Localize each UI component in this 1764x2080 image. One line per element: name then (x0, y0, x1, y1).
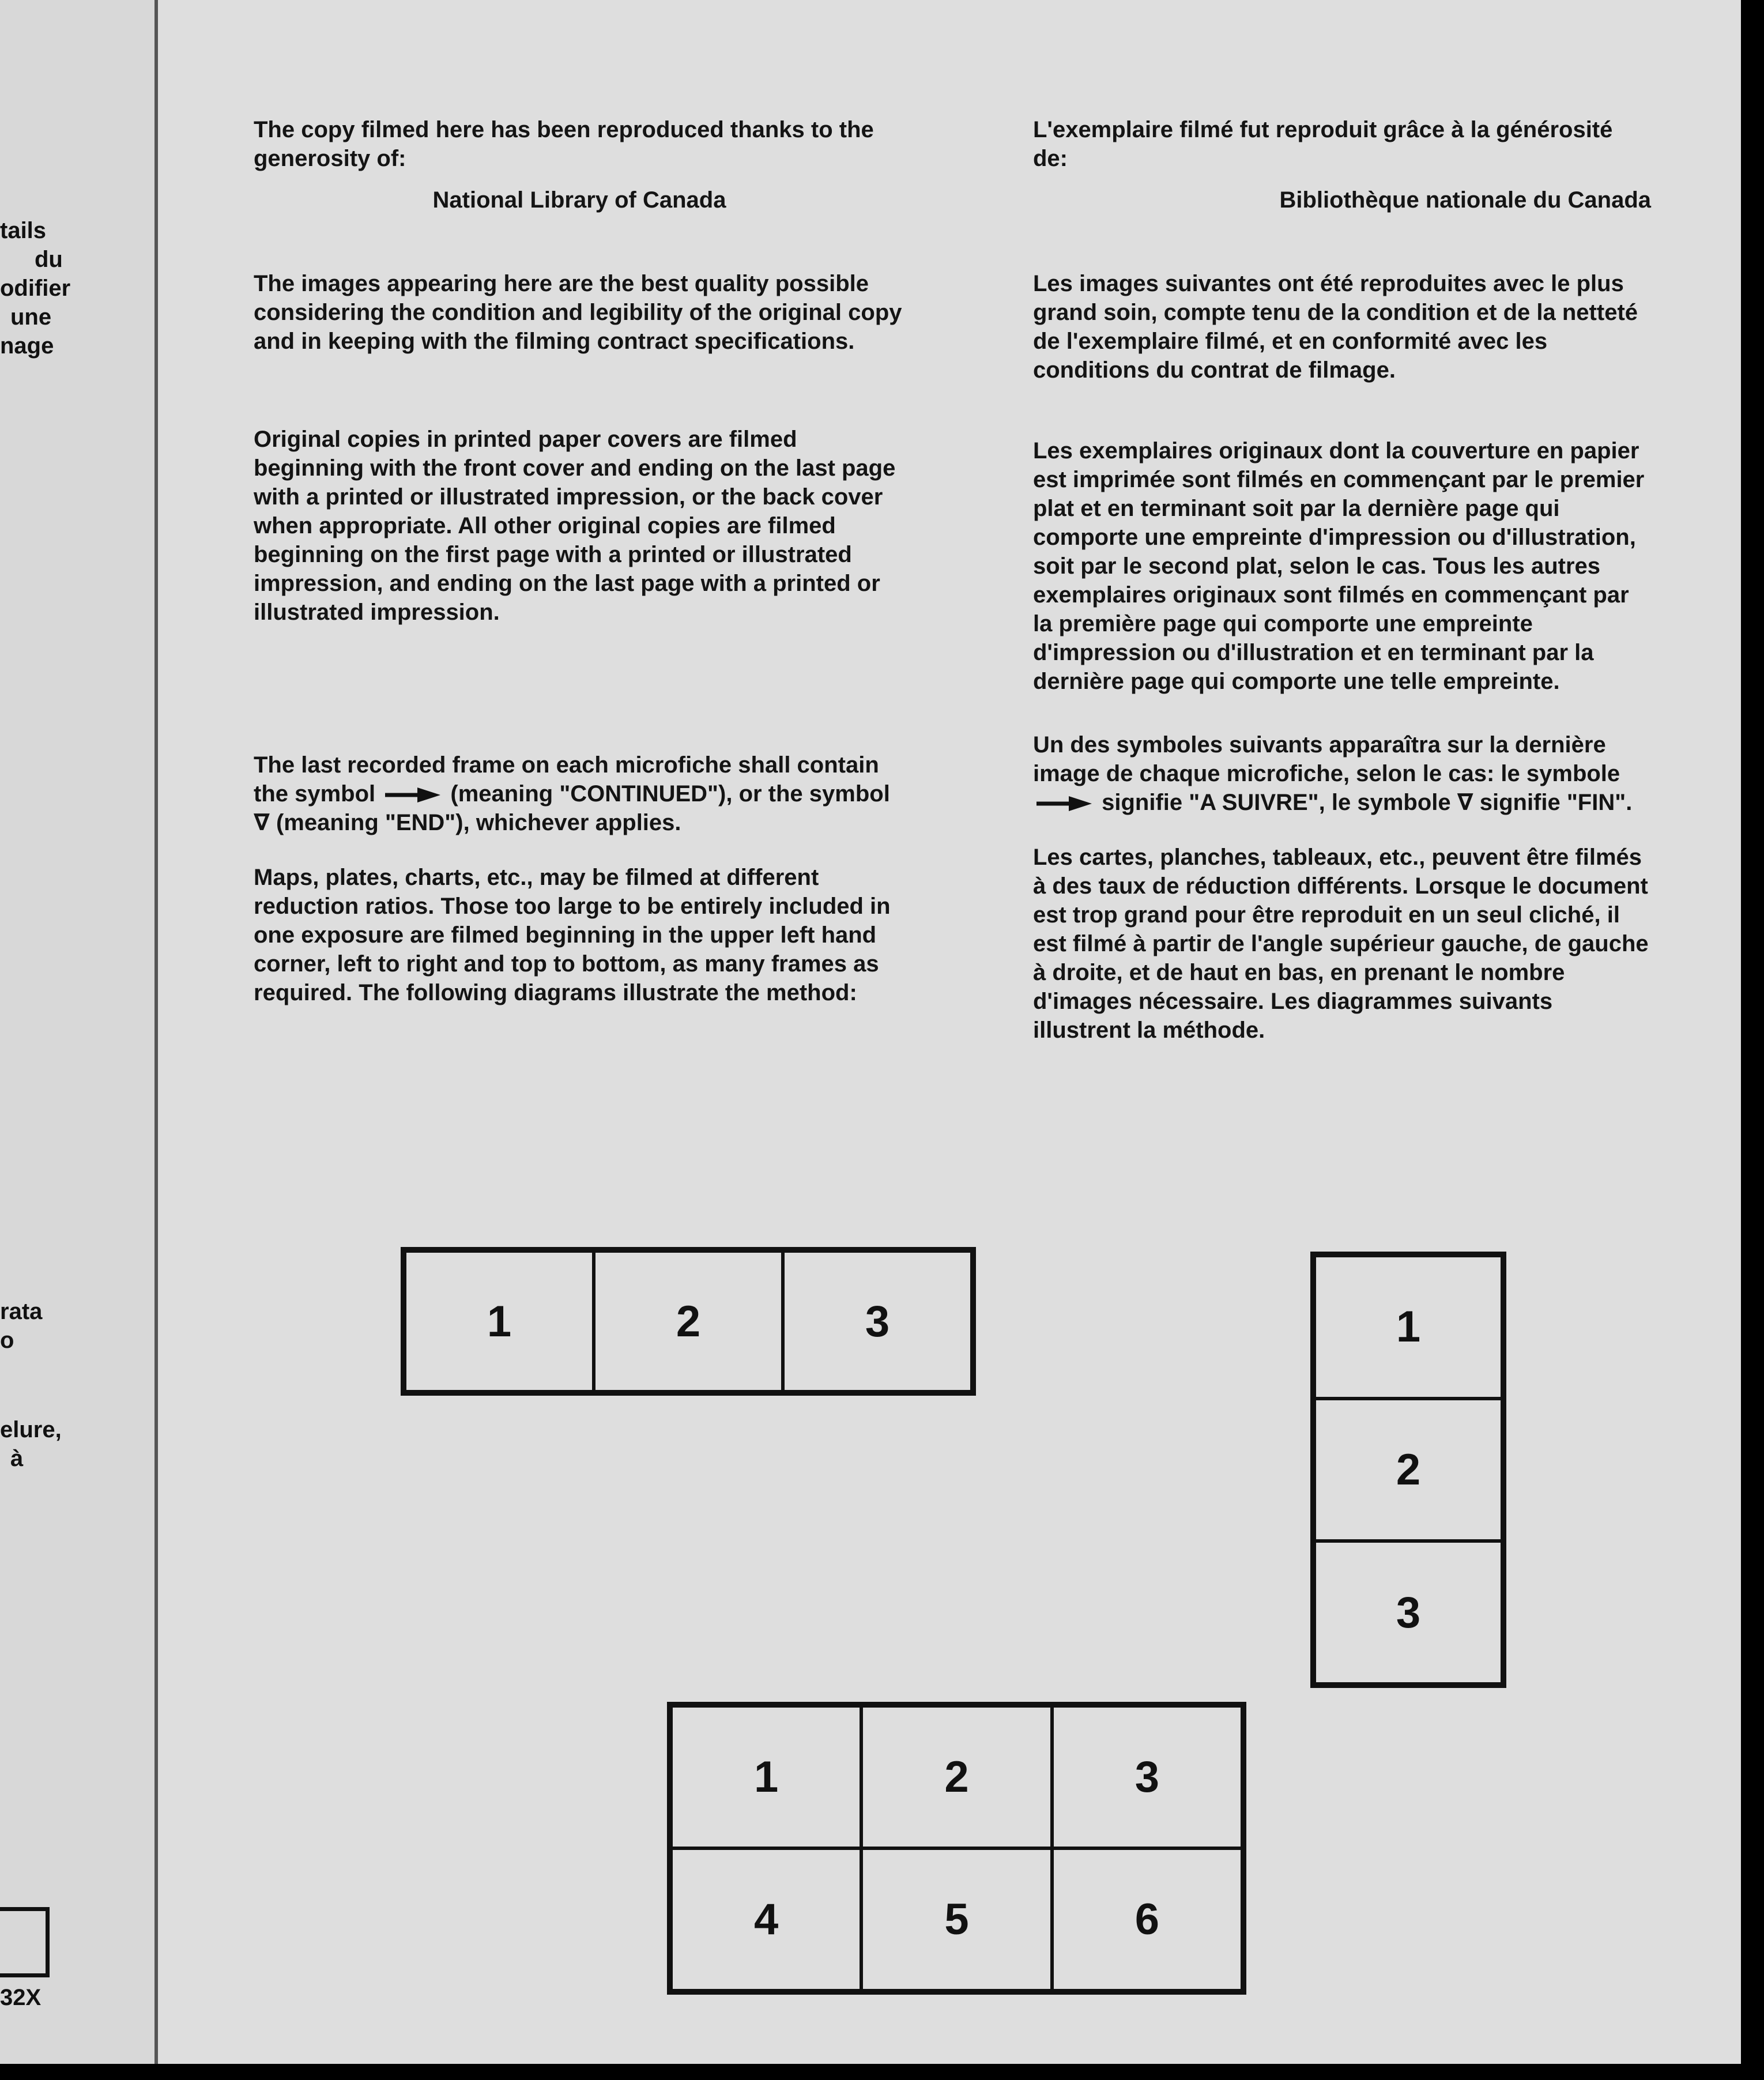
english-symbol-paragraph (254, 751, 905, 837)
frame-cell: 3 (1052, 1706, 1242, 1848)
fragment-text: une (10, 304, 52, 330)
a-suivre-arrow-icon (1036, 796, 1092, 811)
french-symbol-text-start: Un des symboles suivants apparaîtra sur la dernière image de chaque microfiche, selon le cas: le symbole (1033, 732, 1620, 786)
frame-cell: 6 (1052, 1848, 1242, 1991)
french-symbol-text-end: signifie "A SUIVRE", le symbole ∇ signifie "FIN". (1102, 790, 1633, 815)
english-symbol-text-start: The last recorded frame on each microfiche shall contain the symbol (254, 752, 879, 807)
french-maps-paragraph: Les cartes, planches, tableaux, etc., peuvent être filmés à des taux de réduction différents. Lorsque le document est trop grand pour être reproduit en un seul cliché, il est filmé à partir de l'angle supérieur gauche, de gauche à droite, et de haut en bas, en prenant le nombre d'images nécessaire. Les diagrammes suivants illustrent la méthode. (1033, 845, 1649, 1043)
french-thanks: L'exemplaire filmé fut reproduit grâce à la générosité de: (1033, 117, 1613, 171)
vertical-frame-diagram (1310, 1252, 1506, 1688)
frame-cell: 3 (1314, 1541, 1502, 1684)
fragment-text: o (0, 1328, 14, 1353)
page-fold-line (154, 0, 158, 2064)
frame-cell: 1 (405, 1251, 594, 1392)
horizontal-frame-diagram (401, 1247, 976, 1396)
fragment-text: elure, (0, 1417, 62, 1442)
frame-cell: 2 (594, 1251, 783, 1392)
resolution-target-box (0, 1907, 50, 1977)
continued-arrow-icon (385, 787, 440, 802)
french-originals-paragraph: Les exemplaires originaux dont la couverture en papier est imprimée sont filmés en commençant par le premier plat et en terminant soit par la dernière page qui comporte une empreinte d'impression ou d'illustration, soit par le second plat, selon le cas. Tous les autres exemplaires originaux sont filmés en commençant par la première page qui comporte une empreinte d'impression ou d'illustration et en terminant par la dernière page qui comporte une telle empreinte. (1033, 438, 1645, 694)
grid-frame-diagram (667, 1702, 1246, 1995)
scan-border-right (1741, 0, 1764, 2080)
scale-label: 32X (0, 1985, 42, 2010)
frame-cell: 1 (1314, 1256, 1502, 1399)
french-symbol-paragraph (1033, 730, 1651, 817)
frame-cell: 1 (671, 1706, 861, 1848)
scan-border-bottom (0, 2064, 1764, 2080)
frame-cell: 2 (1314, 1399, 1502, 1542)
english-quality-paragraph: The images appearing here are the best quality possible considering the condition and legibility of the original copy and in keeping with the filming contract specifications. (254, 271, 902, 354)
english-maps-paragraph: Maps, plates, charts, etc., may be filmed at different reduction ratios. Those too large to be entirely included in one exposure are filmed beginning in the upper left hand corner, left to right and top to bottom, as many frames as required. The following diagrams illustrate the method: (254, 865, 891, 1005)
frame-cell: 4 (671, 1848, 861, 1991)
fragment-text: à (10, 1446, 24, 1471)
fragment-text: du (35, 247, 63, 272)
frame-cell: 5 (861, 1848, 1051, 1991)
fragment-text: nage (0, 333, 54, 359)
french-library-name: Bibliothèque nationale du Canada (1279, 187, 1651, 213)
fragment-text: tails (0, 218, 47, 243)
frame-cell: 2 (861, 1706, 1051, 1848)
fragment-text: rata (0, 1299, 43, 1324)
english-thanks: The copy filmed here has been reproduced thanks to the generosity of: (254, 117, 874, 171)
english-column (254, 115, 905, 1007)
french-column (1033, 115, 1651, 1045)
english-symbol-text-end: (meaning "CONTINUED"), or the symbol ∇ (meaning "END"), whichever applies. (254, 781, 890, 835)
french-quality-paragraph: Les images suivantes ont été reproduites avec le plus grand soin, compte tenu de la condition et de la netteté de l'exemplaire filmé, et en conformité avec les conditions du contrat de filmage. (1033, 271, 1638, 383)
english-originals-paragraph: Original copies in printed paper covers are filmed beginning with the front cover and ending on the last page with a printed or illustrated impression, or the back cover when appropriate. All other original copies are filmed beginning on the first page with a printed or illustrated impression, and ending on the last page with a printed or illustrated impression. (254, 427, 896, 625)
frame-cell: 3 (783, 1251, 972, 1392)
english-library-name: National Library of Canada (432, 187, 726, 213)
fragment-text: odifier (0, 276, 71, 301)
